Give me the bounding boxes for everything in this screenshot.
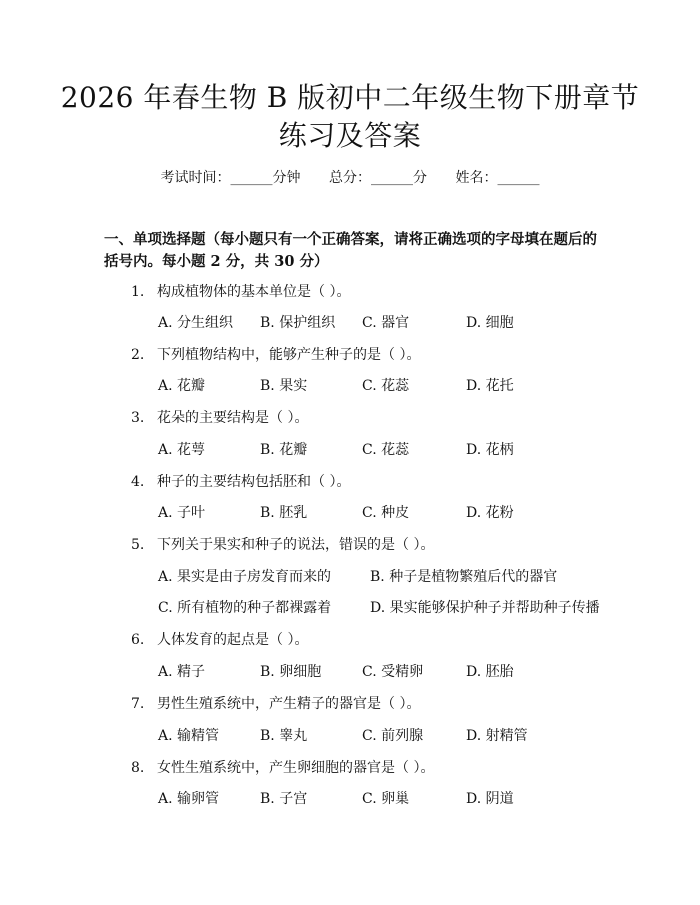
section-heading: 一、单项选择题（每小题只有一个正确答案，请将正确选项的字母填在题后的括号内。每小题 2 分，共 30 分）	[104, 231, 597, 270]
option-d: D. 果实能够保护种子并帮助种子传播	[370, 600, 600, 616]
option-c: C. 花蕊	[362, 442, 410, 458]
option-c: C. 前列腺	[362, 728, 424, 744]
option-b: B. 种子是植物繁殖后代的器官	[370, 569, 558, 585]
option-c: C. 花蕊	[362, 378, 410, 394]
option-b: B. 花瓣	[260, 442, 308, 458]
option-b: B. 子宫	[260, 791, 308, 807]
option-d: D. 胚胎	[466, 664, 514, 680]
question-text: 下列植物结构中，能够产生种子的是（ ）。	[157, 347, 421, 363]
question-number: 1.	[131, 284, 145, 300]
option-c: C. 受精卵	[362, 664, 424, 680]
option-d: D. 花粉	[466, 505, 514, 521]
exam-title-line-1: 2026 年春生物 B 版初中二年级生物下册章节	[60, 81, 640, 114]
question-2	[131, 345, 420, 365]
question-8	[131, 758, 434, 778]
option-d: D. 细胞	[466, 315, 514, 331]
option-c: C. 卵巢	[362, 791, 410, 807]
question-7	[131, 694, 420, 714]
option-d: D. 花柄	[466, 442, 514, 458]
option-c: C. 所有植物的种子都裸露着	[158, 600, 332, 616]
question-text: 男性生殖系统中，产生精子的器官是（ ）。	[157, 696, 421, 712]
question-1	[131, 282, 350, 302]
question-6	[131, 630, 308, 650]
option-d: D. 阴道	[466, 791, 514, 807]
question-3	[131, 408, 308, 428]
option-a: A. 子叶	[158, 505, 206, 521]
student-name-field: 姓名：______	[455, 170, 540, 186]
exam-info-row	[0, 168, 700, 188]
option-b: B. 卵细胞	[260, 664, 322, 680]
question-number: 3.	[131, 410, 145, 426]
option-c: C. 器官	[362, 315, 410, 331]
question-4	[131, 472, 350, 492]
option-a: A. 输卵管	[158, 791, 220, 807]
question-5	[131, 535, 434, 555]
question-number: 5.	[131, 537, 145, 553]
question-number: 4.	[131, 474, 145, 490]
option-d: D. 射精管	[466, 728, 528, 744]
option-b: B. 保护组织	[260, 315, 336, 331]
question-text: 构成植物体的基本单位是（ ）。	[157, 284, 351, 300]
option-d: D. 花托	[466, 378, 514, 394]
option-b: B. 胚乳	[260, 505, 308, 521]
question-number: 7.	[131, 696, 145, 712]
question-text: 种子的主要结构包括胚和（ ）。	[157, 474, 351, 490]
question-text: 下列关于果实和种子的说法，错误的是（ ）。	[157, 537, 435, 553]
option-b: B. 睾丸	[260, 728, 308, 744]
exam-time-field: 考试时间：______分钟	[160, 170, 301, 186]
option-a: A. 花萼	[158, 442, 206, 458]
question-number: 2.	[131, 347, 145, 363]
option-c: C. 种皮	[362, 505, 410, 521]
option-a: A. 果实是由子房发育而来的	[158, 569, 332, 585]
question-text: 人体发育的起点是（ ）。	[157, 632, 309, 648]
option-a: A. 分生组织	[158, 315, 234, 331]
option-b: B. 果实	[260, 378, 308, 394]
total-score-field: 总分：______分	[329, 170, 427, 186]
exam-title-line-2: 练习及答案	[278, 119, 422, 152]
question-number: 6.	[131, 632, 145, 648]
option-a: A. 花瓣	[158, 378, 206, 394]
question-number: 8.	[131, 760, 145, 776]
question-text: 花朵的主要结构是（ ）。	[157, 410, 309, 426]
question-text: 女性生殖系统中，产生卵细胞的器官是（ ）。	[157, 760, 435, 776]
option-a: A. 精子	[158, 664, 206, 680]
option-a: A. 输精管	[158, 728, 220, 744]
